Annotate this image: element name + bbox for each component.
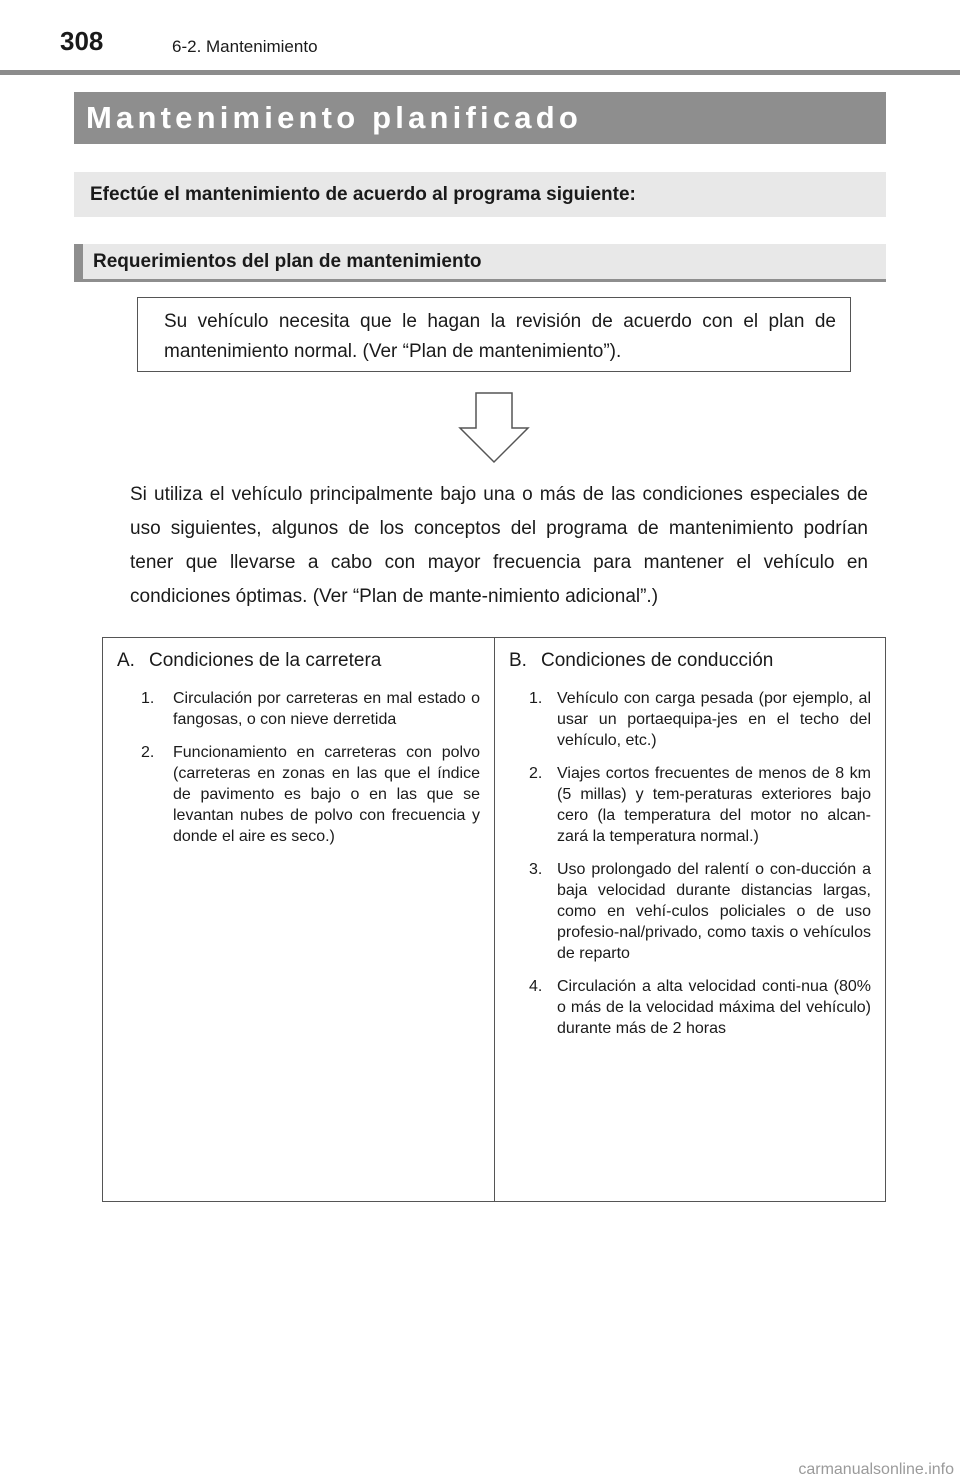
item-number: 1. (141, 690, 155, 707)
item-number: 3. (529, 861, 543, 878)
page-title-bar (74, 92, 886, 144)
column-letter: B. (509, 650, 527, 671)
item-number: 2. (529, 765, 543, 782)
conditions-table (102, 637, 886, 1202)
requirement-box: Su vehículo necesita que le hagan la revisión de acuerdo con el plan de mantenimiento normal. (Ver “Plan de mantenimiento”). (137, 297, 851, 372)
special-conditions-text: Si utiliza el vehículo principalmente bajo una o más de las condiciones especiales de uso siguientes, algunos de los conceptos del programa de mantenimiento podrían tener que llevarse a cabo con mayor frecuencia para mantener el vehículo en condiciones óptimas. (Ver “Plan de mante-nimiento adicional”.) (130, 484, 868, 607)
item-text: Uso prolongado del ralentí o con-ducción a baja velocidad durante distancias largas, como en vehí-culos policiales o de uso profesio-nal/privado, como taxis o vehículos de reparto (557, 861, 871, 962)
watermark: carmanualsonline.info (798, 1461, 954, 1478)
item-number: 4. (529, 978, 543, 995)
item-number: 1. (529, 690, 543, 707)
page-title: Mantenimiento planificado (86, 100, 582, 135)
road-conditions-column (103, 638, 495, 1201)
column-heading-text: Condiciones de la carretera (149, 650, 382, 671)
column-heading (117, 648, 480, 674)
column-heading (509, 648, 871, 674)
item-text: Funcionamiento en carreteras con polvo (carreteras en zonas en las que el índice de pavimento es bajo o en las que se levantan nubes de polvo con frecuencia y donde el aire es seco.) (173, 744, 480, 845)
item-text: Vehículo con carga pesada (por ejemplo, al usar un portaequipa-jes en el techo del vehículo, etc.) (557, 690, 871, 749)
down-arrow-icon (458, 392, 530, 464)
page-number: 308 (60, 26, 104, 56)
driving-conditions-column (495, 638, 885, 1201)
item-number: 2. (141, 744, 155, 761)
lead-text: Efectúe el mantenimiento de acuerdo al programa siguiente: (90, 183, 636, 205)
list-item (509, 763, 871, 847)
list-item (509, 859, 871, 964)
item-text: Viajes cortos frecuentes de menos de 8 km (5 millas) y tem-peraturas exteriores bajo cero (la temperatura del motor no alcan-zará la temperatura normal.) (557, 765, 871, 845)
condition-list (509, 688, 871, 1039)
subheading-bar (74, 244, 886, 282)
condition-list (117, 688, 480, 847)
item-text: Circulación por carreteras en mal estado o fangosas, o con nieve derretida (173, 690, 480, 728)
list-item (509, 976, 871, 1039)
list-item (117, 688, 480, 730)
subheading-text: Requerimientos del plan de mantenimiento (93, 250, 482, 272)
item-text: Circulación a alta velocidad conti-nua (80% o más de la velocidad máxima del vehículo) durante más de 2 horas (557, 978, 871, 1037)
list-item (509, 688, 871, 751)
header-divider (0, 70, 960, 75)
list-item (117, 742, 480, 847)
section-reference: 6-2. Mantenimiento (172, 37, 318, 56)
column-letter: A. (117, 650, 135, 671)
column-heading-text: Condiciones de conducción (541, 650, 774, 671)
lead-box (74, 172, 886, 217)
